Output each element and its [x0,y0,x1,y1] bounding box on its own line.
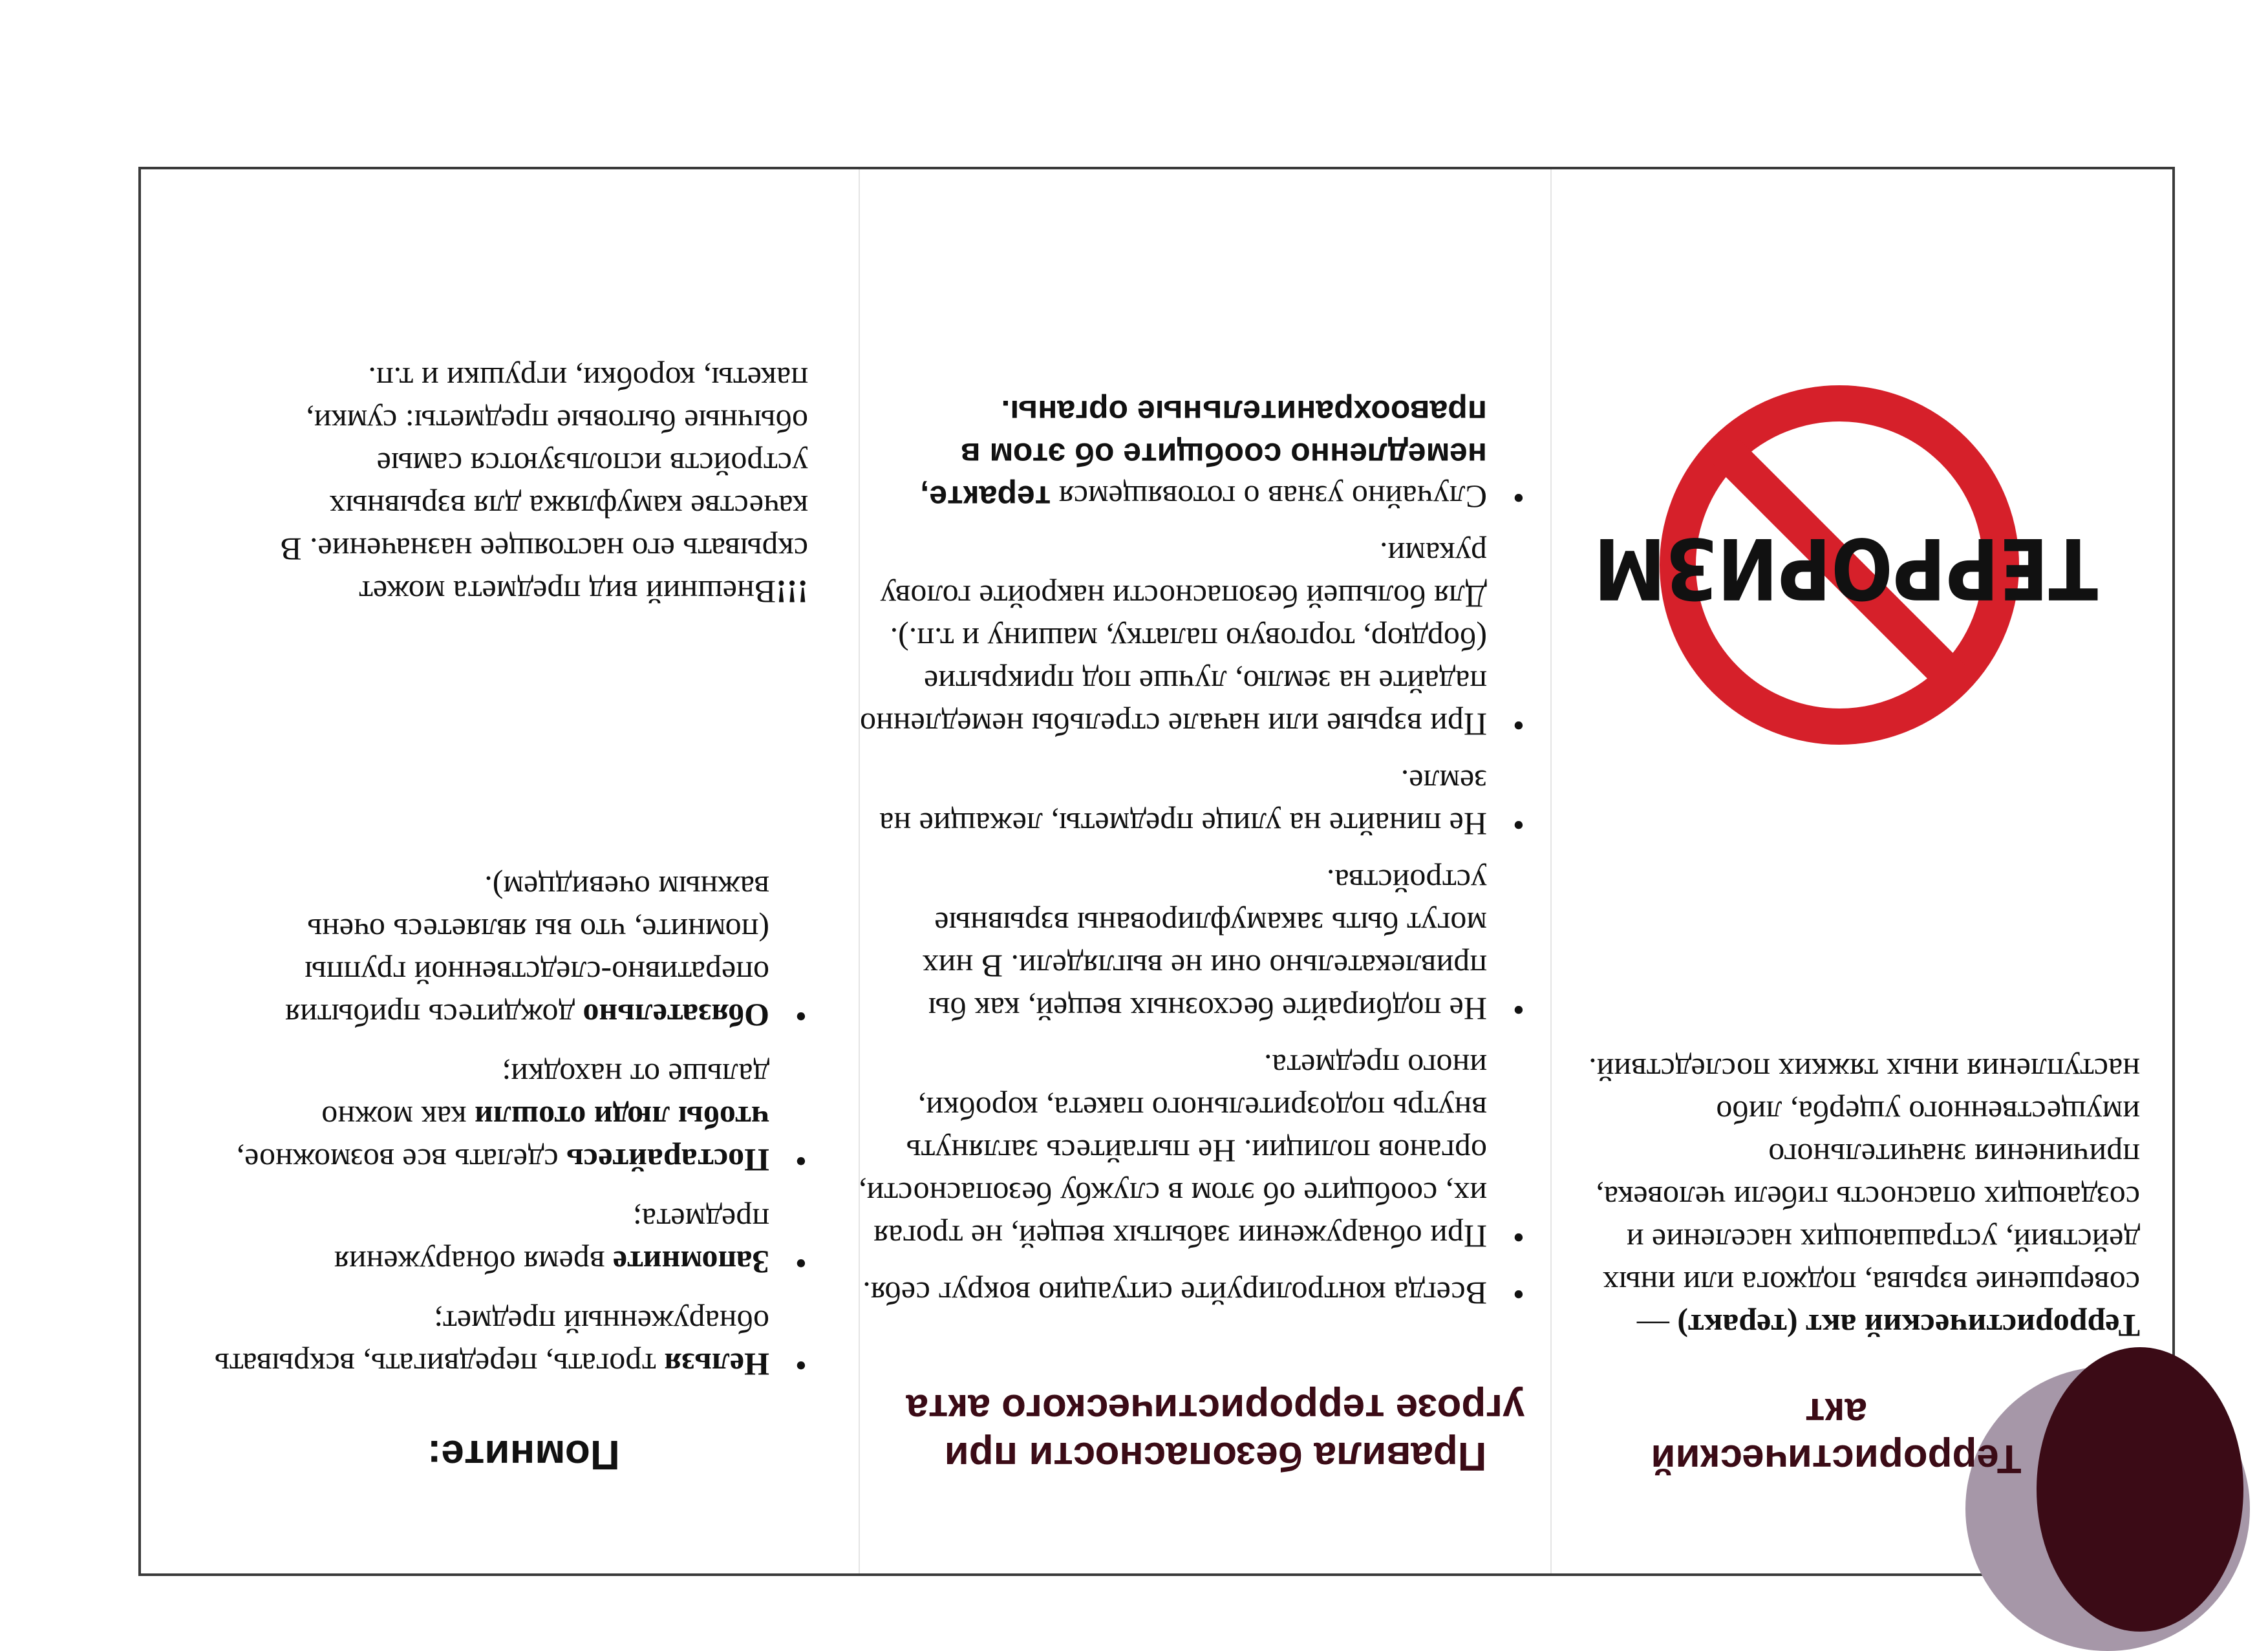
terror-act-title: Террористический акт [1651,1390,2022,1481]
note-exclamation: !!! [776,574,808,610]
brochure-frame [138,167,2175,1576]
safety-rules-title: Правила безопасности при угрозе террористического акта [906,1386,1525,1478]
remember-item-3-bold2: чтобы люди отошли [475,1100,769,1136]
remember-item-4 [213,866,769,1037]
rule-item-6 [840,390,1487,518]
safety-rules-list [840,376,1526,1315]
remember-note [272,357,808,613]
rule-item-5: • При взрыве или начале стрельбы немедленно падайте на землю, лучше под прикрытие (бордюр, торговую палатку, машину и т.п.). Для большей безопасности накройте голову руками. [840,533,1487,746]
remember-title: Помните: [427,1432,620,1478]
remember-item-2-bold: Запомните [612,1244,769,1281]
decor-circle-dark [2037,1347,2243,1632]
remember-item-3-bold: Постарайтесь [566,1142,769,1178]
remember-item-1 [213,1301,769,1386]
rule-item-3: • Не подбирайте бесхозных вещей, как бы привлекательно они не выглядели. В них могут быть закамуфлированы взрывные устройства. [840,860,1487,1030]
terror-definition [1584,1049,2140,1347]
term-label: Террористический акт (теракт) [1677,1308,2140,1344]
remember-item-4-text: дождитесь прибытия оперативно-следственной группы (помните, что вы являетесь очень важным очевидцем). [285,869,769,1034]
rule-item-6-bold: теракте, немедленно сообщите об этом в правоохранительные органы. [920,394,1487,515]
rule-item-6-text: Случайно узнав о готовящемся [1051,479,1487,515]
rule-item-4: • Не пинайте на улице предметы, лежащие на земле. [840,760,1487,846]
remember-item-2 [213,1198,769,1284]
remember-list [213,849,808,1386]
remember-item-3-text: сделать все возможное, [236,1142,567,1178]
logo-word: ТЕРРОРИЗМ [1594,519,2098,617]
definition-text: — совершение взрыва, поджога или иных действий, устрашающих население и создающих опасность гибели человека, причинения значительного имущественного ущерба, либо наступления иных тяжких последствий. [1589,1052,2140,1344]
no-terrorism-sign [1581,371,2111,759]
remember-item-1-text: трогать, передвигать, вскрывать обнаруженный предмет; [215,1304,769,1383]
remember-item-1-bold: Нельзя [664,1347,769,1383]
remember-item-4-bold: Обязательно [583,997,769,1034]
remember-item-3 [213,1054,769,1182]
note-text: Внешний вид предмета может скрывать его настоящее назначение. В качестве камуфляжа для взрывных устройств используются самые обычные бытовые предметы: сумки, пакеты, коробки, игрушки и т.п. [280,361,808,610]
remember-item-2-text: время обнаружения предмета; [334,1202,769,1281]
remember-item-3-text2: как можно дальше от находки; [321,1057,769,1136]
rule-item-1: • Всегда контролируйте ситуацию вокруг себя. [840,1272,1487,1315]
rule-item-2: • При обнаружении забытых вещей, не трогая их, сообщите об этом в службу безопасности, органов полиции. Не пытайтесь заглянуть внутрь подозрительного пакета, коробки, иного предмета. [840,1045,1487,1258]
panel-terror-definition [1552,169,2172,1573]
